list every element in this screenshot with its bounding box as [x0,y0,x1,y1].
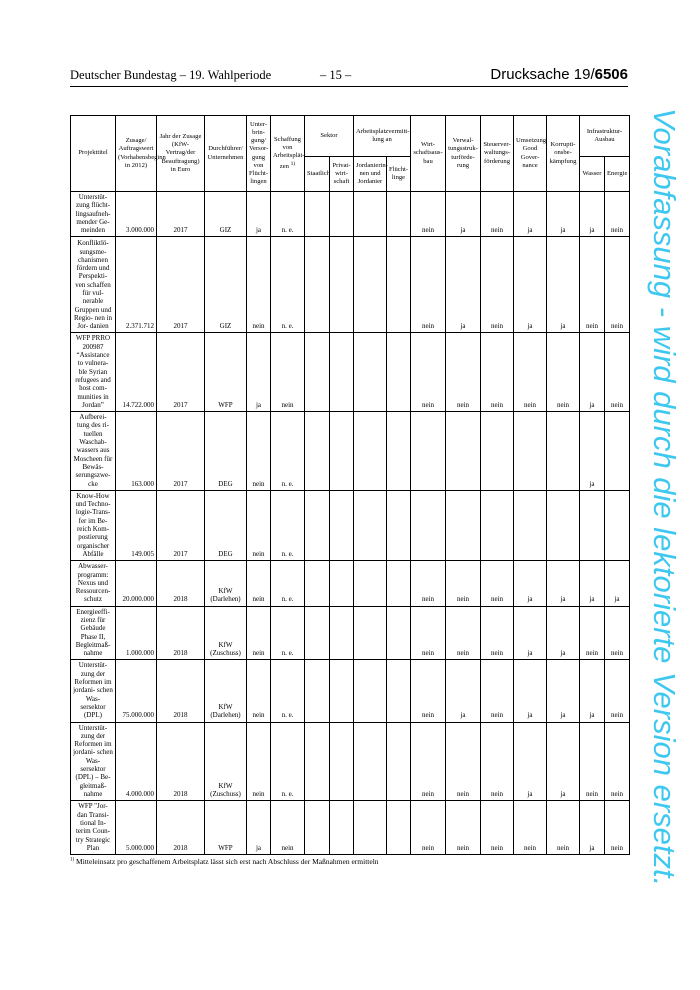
cell-wasser: ja [580,412,605,491]
col-durchfuehrer: Durchführer/ Unternehmen [205,116,247,192]
cell-wasser: ja [580,333,605,412]
col-sektor: Sektor [305,116,354,157]
cell-schaff: n. e. [271,490,305,560]
col-privatwirtschaft: Privat- wirt- schaft [330,157,354,192]
cell-jahr: 2017 [157,412,205,491]
cell-steuer [481,412,514,491]
col-energie: Energie [605,157,630,192]
cell-steuer: nein [481,801,514,855]
cell-jahr: 2018 [157,561,205,606]
cell-wirt: nein [411,606,446,660]
cell-fluecht [387,333,411,412]
cell-fluecht [387,192,411,237]
cell-gov [514,490,547,560]
cell-jord [354,561,387,606]
cell-gov: ja [514,192,547,237]
cell-title: Konfliktlö- sungsme- chanismen fördern und Perspekti- ven schaffen für vul- nerable Gruppen und Regio- nen in Jor- danien [71,237,116,333]
header-rule [70,86,628,87]
cell-verw: ja [446,660,481,722]
cell-title: WFP "Jor- dan Transi- tional In- terim Coun- try Strategic Plan [71,801,116,855]
cell-staat [305,561,330,606]
cell-jord [354,722,387,801]
col-jordanier: Jordanierin- nen und Jordanier [354,157,387,192]
cell-steuer: nein [481,660,514,722]
table-row [71,801,630,855]
cell-privat [330,561,354,606]
cell-title: Unterstüt- zung der Reformen im jordani- schen Was- sersektor (DPL) – Be- gleitmaß- nahme [71,722,116,801]
cell-staat [305,606,330,660]
cell-steuer [481,490,514,560]
cell-gov: ja [514,237,547,333]
page-number: – 15 – [320,68,352,82]
cell-korr: ja [547,660,580,722]
cell-fluecht [387,412,411,491]
schaffung-footnote-ref: 1) [290,161,296,168]
cell-title: Energieeffi- zienz für Gebäude Phase II, Begleitmaß- nahme [71,606,116,660]
cell-verw: nein [446,722,481,801]
cell-privat [330,722,354,801]
cell-verw: nein [446,561,481,606]
col-unterbringung: Unter- brin- gung/ Versor- gung von Flücht- lingen [247,116,271,192]
col-wasser: Wasser [580,157,605,192]
cell-privat [330,412,354,491]
table-row [71,561,630,606]
cell-durch: KfW (Zuschuss) [205,606,247,660]
cell-verw: nein [446,333,481,412]
cell-privat [330,490,354,560]
col-jahr: Jahr der Zusage (KfW-Vertrag/der Beauftragung) in Euro [157,116,205,192]
cell-jahr: 2017 [157,490,205,560]
cell-gov: ja [514,606,547,660]
cell-schaff: n. e. [271,412,305,491]
cell-durch: DEG [205,412,247,491]
cell-verw [446,490,481,560]
cell-zusage: 4.000.000 [116,722,157,801]
cell-durch: GIZ [205,192,247,237]
cell-wirt: nein [411,192,446,237]
cell-zusage: 20.000.000 [116,561,157,606]
cell-jord [354,490,387,560]
cell-title: Unterstüt- zung flücht- lingsaufneh- mender Ge- meinden [71,192,116,237]
doc-num: 6506 [594,66,628,83]
cell-unter: nein [247,412,271,491]
cell-wasser: ja [580,561,605,606]
cell-jahr: 2018 [157,722,205,801]
cell-durch: KfW (Darlehen) [205,660,247,722]
cell-verw: nein [446,801,481,855]
col-zusage: Zusage/ Auftragswert (Vorhabensbeginn in 2012) [116,116,157,192]
table-row [71,237,630,333]
parliament-title: Deutscher Bundestag – 19. Wahlperiode [70,68,272,82]
cell-schaff: n. e. [271,660,305,722]
cell-fluecht [387,237,411,333]
cell-unter: ja [247,333,271,412]
cell-title: WFP PRRO 200987 “Assistance to vulnera- ble Syrian refugees and host com- munities in Jordan” [71,333,116,412]
cell-durch: GIZ [205,237,247,333]
cell-gov: nein [514,801,547,855]
cell-jahr: 2017 [157,333,205,412]
page-header [70,68,628,88]
cell-unter: nein [247,490,271,560]
cell-jahr: 2017 [157,237,205,333]
cell-jord [354,412,387,491]
cell-korr: ja [547,192,580,237]
cell-wirt: nein [411,237,446,333]
cell-steuer: nein [481,606,514,660]
cell-fluecht [387,722,411,801]
cell-unter: nein [247,722,271,801]
col-wirtschaftsausbau: Wirt- schaftsaus- bau [411,116,446,192]
cell-energie [605,412,630,491]
cell-zusage: 75.000.000 [116,660,157,722]
table-row [71,722,630,801]
cell-gov [514,412,547,491]
cell-zusage: 5.000.000 [116,801,157,855]
cell-korr: nein [547,333,580,412]
cell-korr [547,412,580,491]
table-body [71,192,630,855]
cell-wirt [411,490,446,560]
cell-staat [305,333,330,412]
cell-wirt [411,412,446,491]
cell-steuer: nein [481,237,514,333]
cell-jahr: 2018 [157,660,205,722]
cell-schaff: n. e. [271,192,305,237]
col-infrastruktur: Infrastruktur- Ausbau [580,116,630,157]
cell-unter: ja [247,192,271,237]
cell-steuer: nein [481,722,514,801]
cell-gov: ja [514,561,547,606]
col-verwaltung: Verwal- tungsstruk- turförde- rung [446,116,481,192]
cell-zusage: 3.000.000 [116,192,157,237]
col-projekttitel: Projekttitel [71,116,116,192]
cell-staat [305,660,330,722]
cell-zusage: 149.005 [116,490,157,560]
table-row [71,606,630,660]
cell-privat [330,333,354,412]
cell-jord [354,660,387,722]
col-schaffung [271,116,305,192]
cell-schaff: n. e. [271,237,305,333]
cell-steuer: nein [481,561,514,606]
cell-title: Know-How und Techno- logie-Trans- fer im Be- reich Kom- postierung organischer Abfälle [71,490,116,560]
cell-durch: WFP [205,333,247,412]
cell-title: Unterstüt- zung der Reformen im jordani- schen Was- sersektor (DPL) [71,660,116,722]
cell-wasser: nein [580,606,605,660]
cell-privat [330,801,354,855]
footnote [70,857,379,866]
col-arbeitsplatzvermittlung: Arbeitsplatzvermitt- lung an [354,116,411,157]
cell-unter: nein [247,606,271,660]
cell-energie: nein [605,722,630,801]
doc-label: Drucksache [490,66,570,83]
cell-energie: ja [605,561,630,606]
cell-jord [354,333,387,412]
cell-jahr: 2017 [157,192,205,237]
cell-korr: nein [547,801,580,855]
doc-num-prefix: 19/ [573,66,595,83]
cell-schaff: n. e. [271,606,305,660]
col-steuer: Steuerver- waltungs- förderung [481,116,514,192]
cell-staat [305,237,330,333]
cell-title: Aufberei- tung des ri- tuellen Waschab- wassers aus Moscheen für Bewäs- serungszwe- cke [71,412,116,491]
cell-durch: KfW (Zuschuss) [205,722,247,801]
col-korruption: Korrupti- onsbe- kämpfung [547,116,580,192]
cell-schaff: nein [271,333,305,412]
cell-staat [305,412,330,491]
cell-schaff: n. e. [271,561,305,606]
cell-staat [305,801,330,855]
cell-wirt: nein [411,722,446,801]
cell-korr [547,490,580,560]
cell-wirt: nein [411,660,446,722]
cell-jord [354,192,387,237]
col-governance: Umsetzung Good Gover- nance [514,116,547,192]
cell-wirt: nein [411,801,446,855]
cell-fluecht [387,606,411,660]
project-table [70,115,630,855]
cell-unter: nein [247,237,271,333]
cell-fluecht [387,561,411,606]
cell-verw: ja [446,237,481,333]
cell-verw: ja [446,192,481,237]
cell-gov: ja [514,660,547,722]
cell-fluecht [387,660,411,722]
cell-zusage: 163.000 [116,412,157,491]
footnote-text: Mitteleinsatz pro geschaffenem Arbeitsplatz lässt sich erst nach Abschluss der Maßnahmen ermitteln [74,857,379,866]
table-row [71,192,630,237]
cell-energie: nein [605,606,630,660]
cell-schaff: n. e. [271,722,305,801]
cell-jord [354,606,387,660]
cell-durch: DEG [205,490,247,560]
cell-verw: nein [446,606,481,660]
cell-unter: nein [247,660,271,722]
cell-energie: nein [605,333,630,412]
cell-fluecht [387,801,411,855]
cell-energie: nein [605,660,630,722]
cell-zusage: 2.371.712 [116,237,157,333]
footnote-marker: 1) [70,857,75,863]
cell-steuer: nein [481,192,514,237]
cell-energie [605,490,630,560]
draft-watermark: Vorabfassung - wird durch die lektorierte Version ersetzt. [647,108,682,887]
cell-energie: nein [605,192,630,237]
cell-korr: ja [547,561,580,606]
table-row [71,412,630,491]
cell-wirt: nein [411,333,446,412]
cell-energie: nein [605,801,630,855]
cell-staat [305,192,330,237]
cell-energie: nein [605,237,630,333]
cell-durch: WFP [205,801,247,855]
cell-jahr: 2018 [157,801,205,855]
cell-steuer: nein [481,333,514,412]
cell-wasser: ja [580,660,605,722]
cell-jord [354,801,387,855]
cell-wasser [580,490,605,560]
table-row [71,660,630,722]
cell-zusage: 1.000.000 [116,606,157,660]
document-number [490,66,628,83]
cell-jahr: 2018 [157,606,205,660]
cell-privat [330,606,354,660]
cell-schaff: nein [271,801,305,855]
cell-wasser: nein [580,237,605,333]
cell-privat [330,237,354,333]
cell-unter: ja [247,801,271,855]
cell-wasser: nein [580,722,605,801]
cell-unter: nein [247,561,271,606]
schaffung-label: Schaffung von Arbeitsplät- zen [273,135,305,171]
cell-privat [330,660,354,722]
cell-title: Abwasser- programm: Nexus und Ressourcen- schutz [71,561,116,606]
cell-staat [305,490,330,560]
col-fluechtlinge: Flücht- linge [387,157,411,192]
cell-privat [330,192,354,237]
cell-korr: ja [547,722,580,801]
cell-wasser: ja [580,192,605,237]
cell-gov: ja [514,722,547,801]
cell-gov: nein [514,333,547,412]
cell-zusage: 14.722.000 [116,333,157,412]
cell-fluecht [387,490,411,560]
table-row [71,490,630,560]
table-row [71,333,630,412]
cell-korr: ja [547,606,580,660]
cell-wasser: ja [580,801,605,855]
cell-korr: ja [547,237,580,333]
col-staatlich: Staatlich [305,157,330,192]
cell-verw [446,412,481,491]
cell-wirt: nein [411,561,446,606]
cell-jord [354,237,387,333]
cell-durch: KfW (Darlehen) [205,561,247,606]
cell-staat [305,722,330,801]
